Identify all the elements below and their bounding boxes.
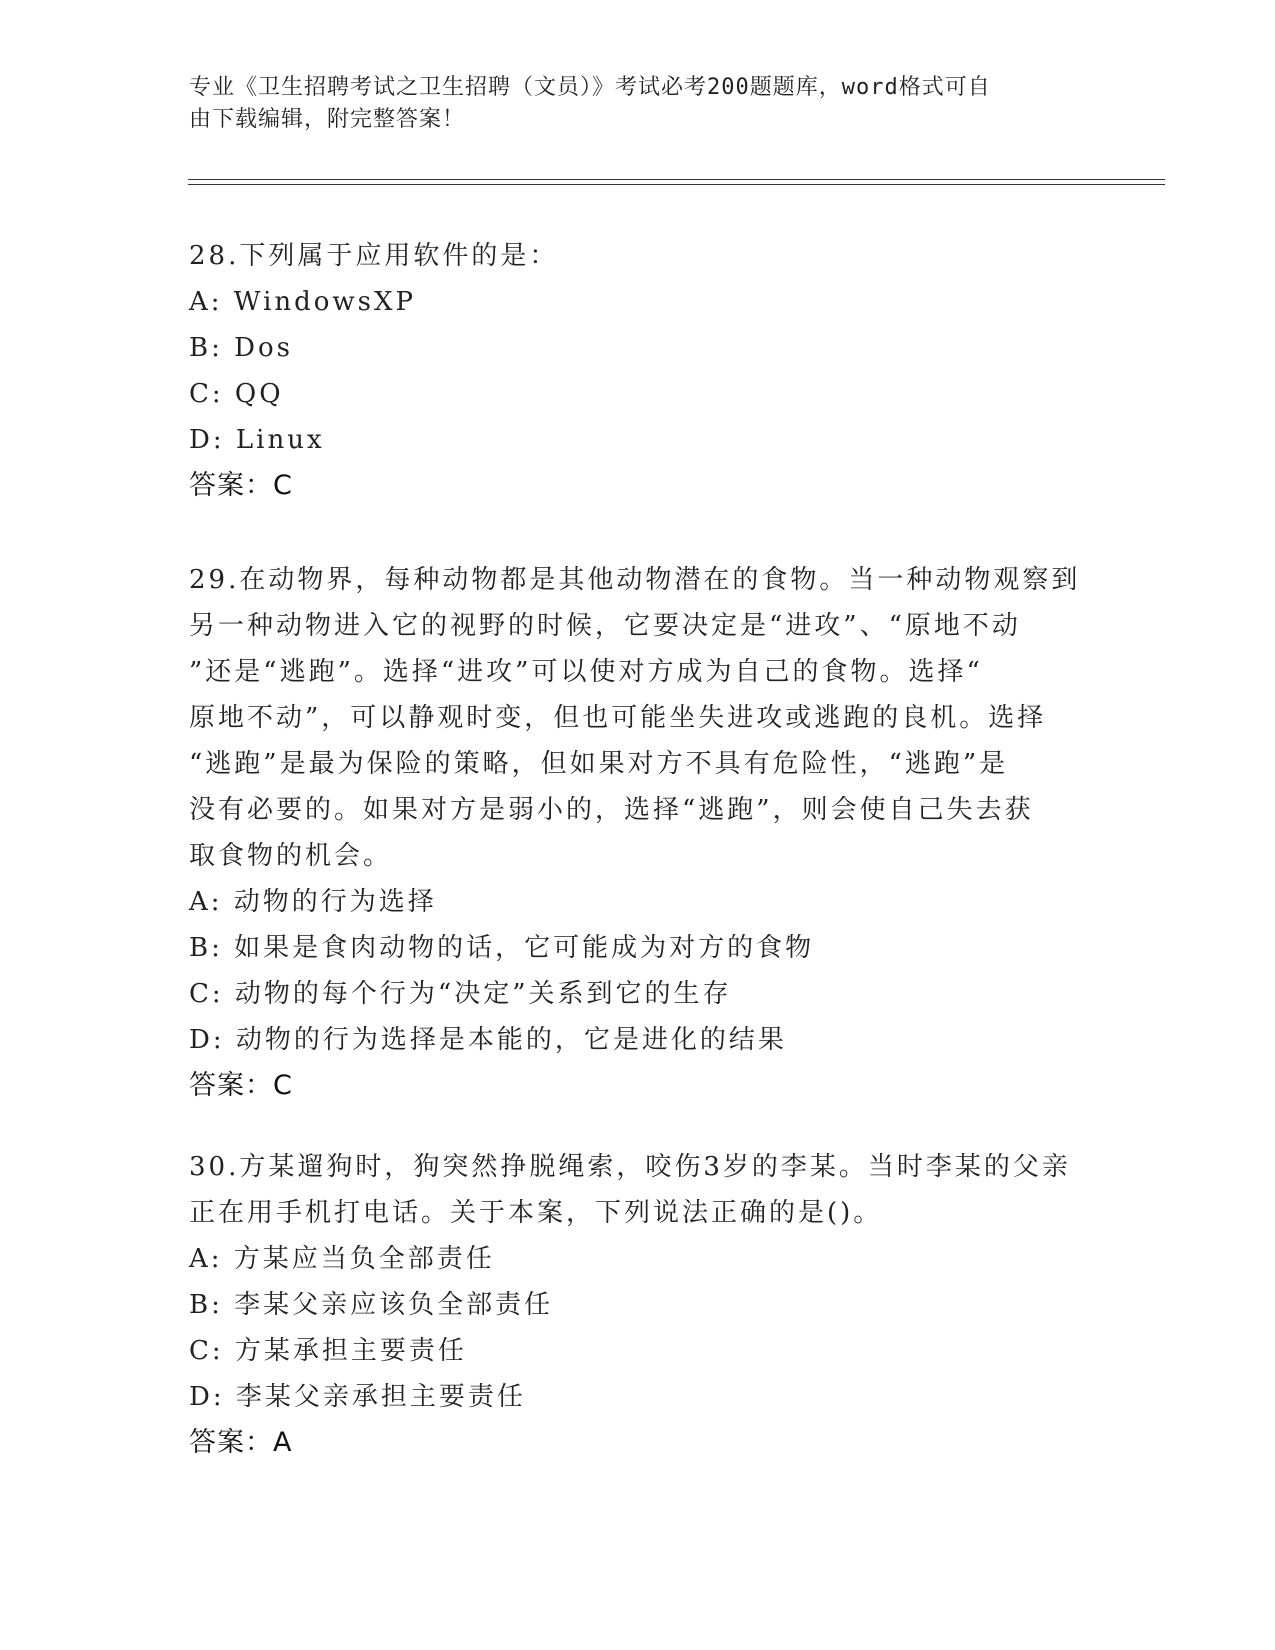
question-stem-line: “逃跑”是最为保险的策略，但如果对方不具有危险性，“逃跑”是 [189,749,1009,779]
question-stem-line: 29.在动物界，每种动物都是其他动物潜在的食物。当一种动物观察到 [189,565,1081,595]
document-header [189,72,1089,136]
option-a: A: 方某应当负全部责任 [189,1244,495,1274]
header-divider [188,179,1165,180]
option-b: B: 李某父亲应该负全部责任 [189,1290,554,1320]
question-stem-line: 另一种动物进入它的视野的时候，它要决定是“进攻”、“原地不动 [189,611,1021,641]
option-b: B: Dos [189,333,293,363]
answer: 答案：A [189,1427,293,1458]
option-d: D: 动物的行为选择是本能的，它是进化的结果 [189,1025,787,1055]
option-a: A: WindowsXP [189,287,417,317]
question-stem-line: ”还是“逃跑”。选择“进攻”可以使对方成为自己的食物。选择“ [189,657,983,687]
option-c: C: QQ [189,379,284,409]
option-a: A: 动物的行为选择 [189,887,437,917]
question-stem-line: 原地不动”，可以静观时变，但也可能坐失进攻或逃跑的良机。选择 [189,703,1047,733]
option-d: D: Linux [189,425,325,455]
option-b: B: 如果是食肉动物的话，它可能成为对方的食物 [189,933,815,963]
answer: 答案：C [189,1070,293,1101]
question-30 [189,1144,1089,1466]
option-c: C: 方某承担主要责任 [189,1336,467,1366]
answer: 答案：C [189,470,293,501]
option-d: D: 李某父亲承担主要责任 [189,1382,526,1412]
question-stem-line: 没有必要的。如果对方是弱小的，选择“逃跑”，则会使自己失去获 [189,795,1034,825]
question-stem-line: 30.方某遛狗时，狗突然挣脱绳索，咬伤3岁的李某。当时李某的父亲 [189,1152,1071,1182]
question-stem: 28.下列属于应用软件的是： [189,241,559,271]
question-stem-line: 取食物的机会。 [189,841,393,871]
option-c: C: 动物的每个行为“决定”关系到它的生存 [189,979,732,1009]
header-line: 由下载编辑，附完整答案！ [189,107,466,132]
question-stem-line: 正在用手机打电话。关于本案，下列说法正确的是()。 [189,1198,883,1228]
header-divider [188,184,1165,185]
question-29 [189,557,1089,1109]
header-line: 专业《卫生招聘考试之卫生招聘（文员）》考试必考200题题库，word格式可自 [189,75,991,100]
question-28 [189,233,1089,509]
